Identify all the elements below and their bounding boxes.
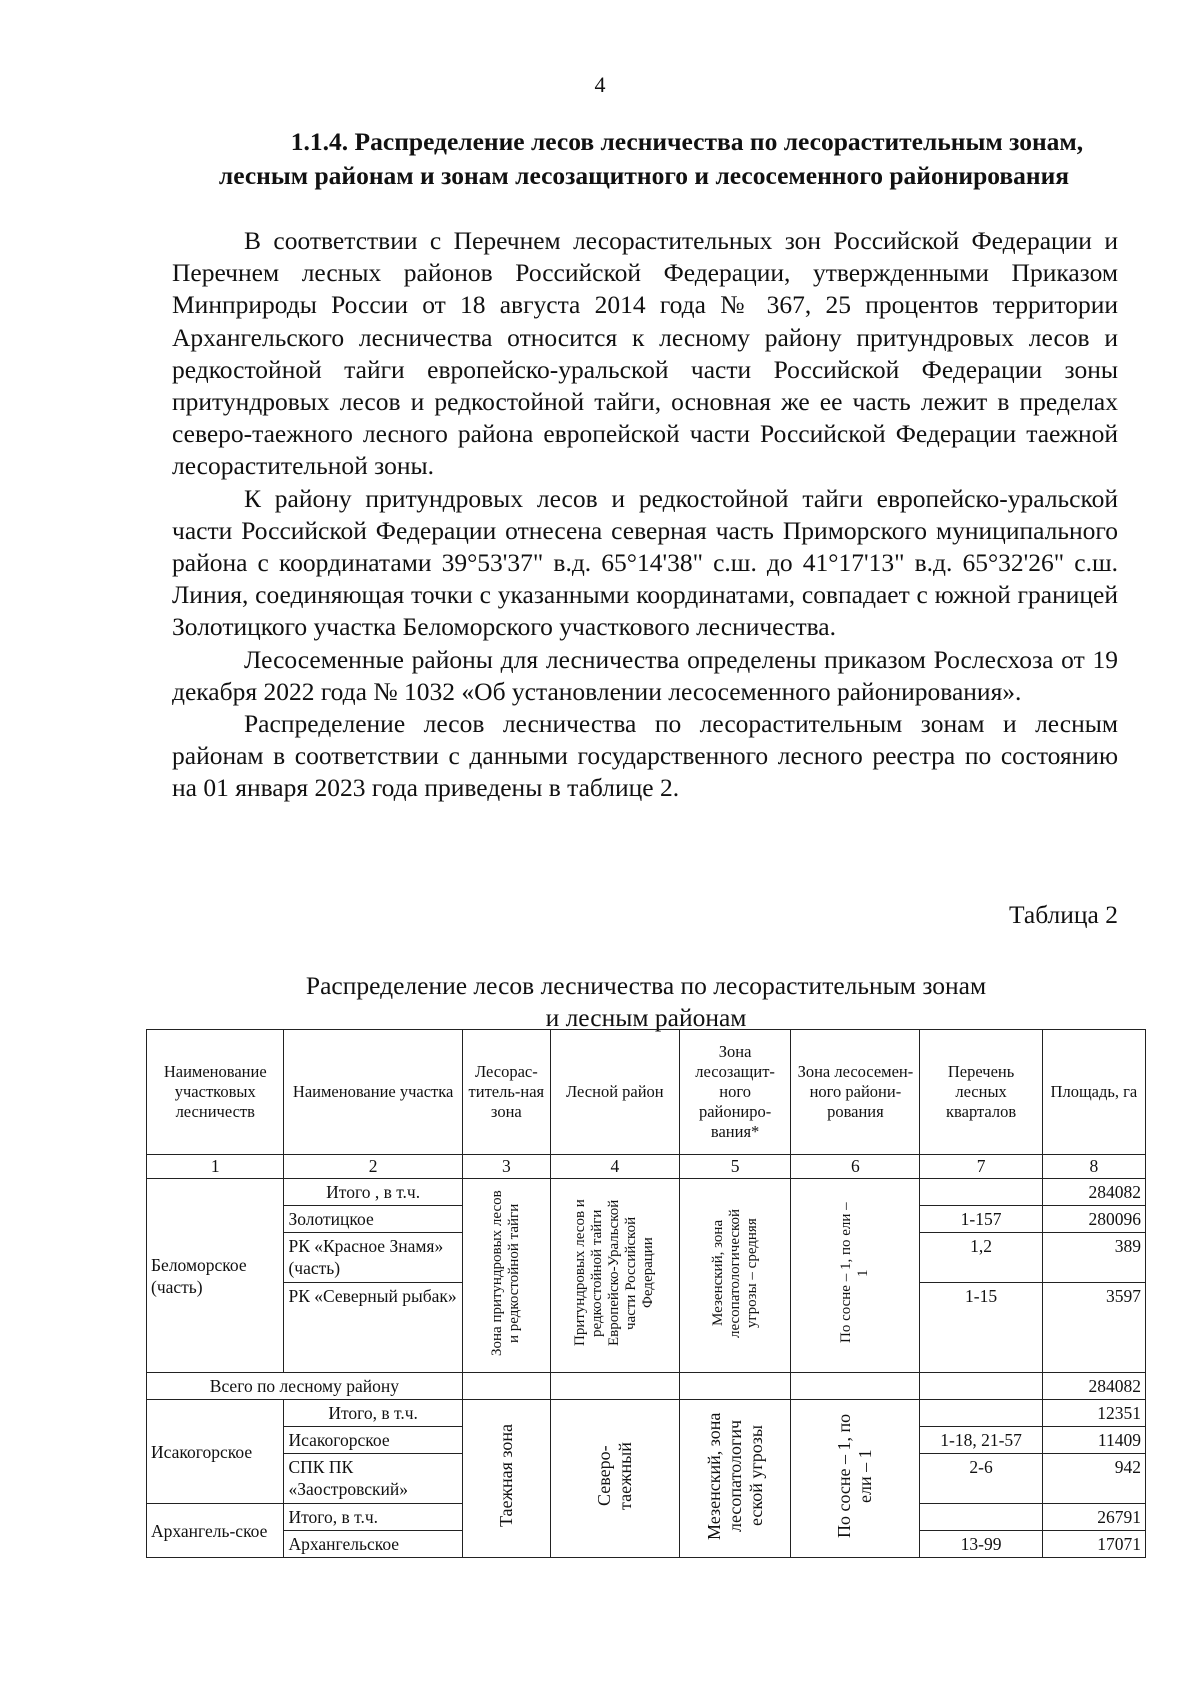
column-number: 8 xyxy=(1042,1155,1145,1179)
column-number: 7 xyxy=(920,1155,1042,1179)
column-number: 3 xyxy=(462,1155,550,1179)
empty-cell xyxy=(791,1373,920,1400)
header-protection-zone: Зона лесозащит-ного райониро-вания* xyxy=(679,1030,791,1155)
district-text: Северо-таежный xyxy=(593,1442,635,1510)
empty-cell xyxy=(679,1373,791,1400)
district-total-row xyxy=(147,1373,1146,1400)
heading-line-2: лесным районам и зонам лесозащитного и лесосеменного районирования xyxy=(218,161,1070,190)
plot-name: СПК ПК «Заостровский» xyxy=(284,1454,462,1504)
area: 17071 xyxy=(1042,1531,1145,1558)
protection-zone-cell xyxy=(679,1179,791,1373)
zone-cell xyxy=(462,1400,550,1558)
district-cell xyxy=(550,1179,679,1373)
paragraph: К району притундровых лесов и редкостойной тайги европейско-уральской части Российской Федерации отнесена северная часть Приморского муниципального района с координатами 39°53'37" в.д. 65°14'38" с.ш. до 41°17'13" в.д. 65°32'26" с.ш. Линия, соединяющая точки с указанными координатами, совпадает с южной границей Золотицкого участка Беломорского участкового лесничества. xyxy=(172,483,1118,642)
plot-name: Архангельское xyxy=(284,1531,462,1558)
protection-zone-text: Мезенский, зона лесопатологической угрозы – средняя xyxy=(709,1208,760,1338)
column-number: 4 xyxy=(550,1155,679,1179)
seed-zone-text: По сосне – 1, по ели – 1 xyxy=(838,1202,872,1344)
forestry-name: Исакогорское xyxy=(147,1400,284,1504)
zone-text: Таежная зона xyxy=(495,1424,516,1528)
quarters: 13-99 xyxy=(920,1531,1042,1558)
quarters: 2-6 xyxy=(920,1454,1042,1504)
forestry-name: Архангель-ское xyxy=(147,1504,284,1558)
quarters: 1-18, 21-57 xyxy=(920,1427,1042,1454)
empty-cell xyxy=(462,1373,550,1400)
forestry-name: Беломорское (часть) xyxy=(147,1179,284,1373)
district-total-label: Всего по лесному району xyxy=(147,1373,463,1400)
header-zone: Лесорас-титель-ная зона xyxy=(462,1030,550,1155)
seed-zone-cell xyxy=(791,1179,920,1373)
seed-zone-text: По сосне – 1, по ели – 1 xyxy=(834,1413,876,1539)
quarters: 1-157 xyxy=(920,1206,1042,1233)
empty-cell xyxy=(920,1373,1042,1400)
plot-name: Исакогорское xyxy=(284,1427,462,1454)
zone-text: Зона притундровых лесов и редкостойной тайги xyxy=(489,1190,523,1356)
area: 26791 xyxy=(1042,1504,1145,1531)
paragraph: Лесосеменные районы для лесничества определены приказом Рослесхоза от 19 декабря 2022 года № 1032 «Об установлении лесосеменного районирования». xyxy=(172,644,1118,706)
table-caption: Таблица 2 xyxy=(1008,900,1118,929)
plot-name: Итого, в т.ч. xyxy=(284,1400,462,1427)
empty-cell xyxy=(550,1373,679,1400)
header-forestry: Наименование участковых лесничеств xyxy=(147,1030,284,1155)
column-number-row xyxy=(147,1155,1146,1179)
column-number: 1 xyxy=(147,1155,284,1179)
table-row xyxy=(147,1179,1146,1206)
header-district: Лесной район xyxy=(550,1030,679,1155)
area: 389 xyxy=(1042,1233,1145,1283)
plot-name: РК «Красное Знамя» (часть) xyxy=(284,1233,462,1283)
column-number: 2 xyxy=(284,1155,462,1179)
zone-cell xyxy=(462,1179,550,1373)
area: 11409 xyxy=(1042,1427,1145,1454)
area: 280096 xyxy=(1042,1206,1145,1233)
paragraph: В соответствии с Перечнем лесорастительных зон Российской Федерации и Перечнем лесных районов Российской Федерации, утвержденными Приказом Минприроды России от 18 августа 2014 года № 367, 25 процентов территории Архангельского лесничества относится к лесному району притундровых лесов и редкостойной тайги европейско-уральской части Российской Федерации зоны притундровых лесов и редкостойной тайги, основная же ее часть лежит в пределах северо-таежного лесного района европейской части Российской Федерации таежной лесорастительной зоны. xyxy=(172,226,1118,481)
area: 3597 xyxy=(1042,1283,1145,1373)
paragraph: Распределение лесов лесничества по лесорастительным зонам и лесным районам в соответствии с данными государственного лесного реестра по состоянию на 01 января 2023 года приведены в таблице 2. xyxy=(172,709,1118,803)
area: 12351 xyxy=(1042,1400,1145,1427)
quarters xyxy=(920,1400,1042,1427)
protection-zone-cell xyxy=(679,1400,791,1558)
protection-zone-text: Мезенский, зона лесопатологич еской угрозы xyxy=(703,1412,766,1540)
table-header-row xyxy=(147,1030,1146,1155)
header-quarters: Перечень лесных кварталов xyxy=(920,1030,1042,1155)
quarters: 1-15 xyxy=(920,1283,1042,1373)
quarters xyxy=(920,1504,1042,1531)
body-text xyxy=(172,225,1118,805)
header-seed-zone: Зона лесосемен-ного райони-рования xyxy=(791,1030,920,1155)
header-area: Площадь, га xyxy=(1042,1030,1145,1155)
plot-name: Золотицкое xyxy=(284,1206,462,1233)
district-total-area: 284082 xyxy=(1042,1373,1145,1400)
header-plot: Наименование участка xyxy=(284,1030,462,1155)
column-number: 5 xyxy=(679,1155,791,1179)
plot-name: Итого , в т.ч. xyxy=(284,1179,462,1206)
forest-distribution-table xyxy=(146,1029,1146,1558)
column-number: 6 xyxy=(791,1155,920,1179)
area: 942 xyxy=(1042,1454,1145,1504)
page-number: 4 xyxy=(594,72,606,97)
table-title-line-1: Распределение лесов лесничества по лесорастительным зонам xyxy=(305,971,987,1000)
plot-name: Итого, в т.ч. xyxy=(284,1504,462,1531)
table-row xyxy=(147,1400,1146,1427)
plot-name: РК «Северный рыбак» xyxy=(284,1283,462,1373)
table-title-line-2: и лесным районам xyxy=(545,1003,747,1032)
seed-zone-cell xyxy=(791,1400,920,1558)
quarters xyxy=(920,1179,1042,1206)
section-heading xyxy=(168,125,1120,193)
district-cell xyxy=(550,1400,679,1558)
district-text: Притундровых лесов и редкостойной тайги Европейско-Уральской части Российской Федерации xyxy=(572,1199,657,1347)
area: 284082 xyxy=(1042,1179,1145,1206)
table-title xyxy=(146,970,1146,1034)
heading-line-1: 1.1.4. Распределение лесов лесничества по лесорастительным зонам, xyxy=(290,127,1084,156)
quarters: 1,2 xyxy=(920,1233,1042,1283)
